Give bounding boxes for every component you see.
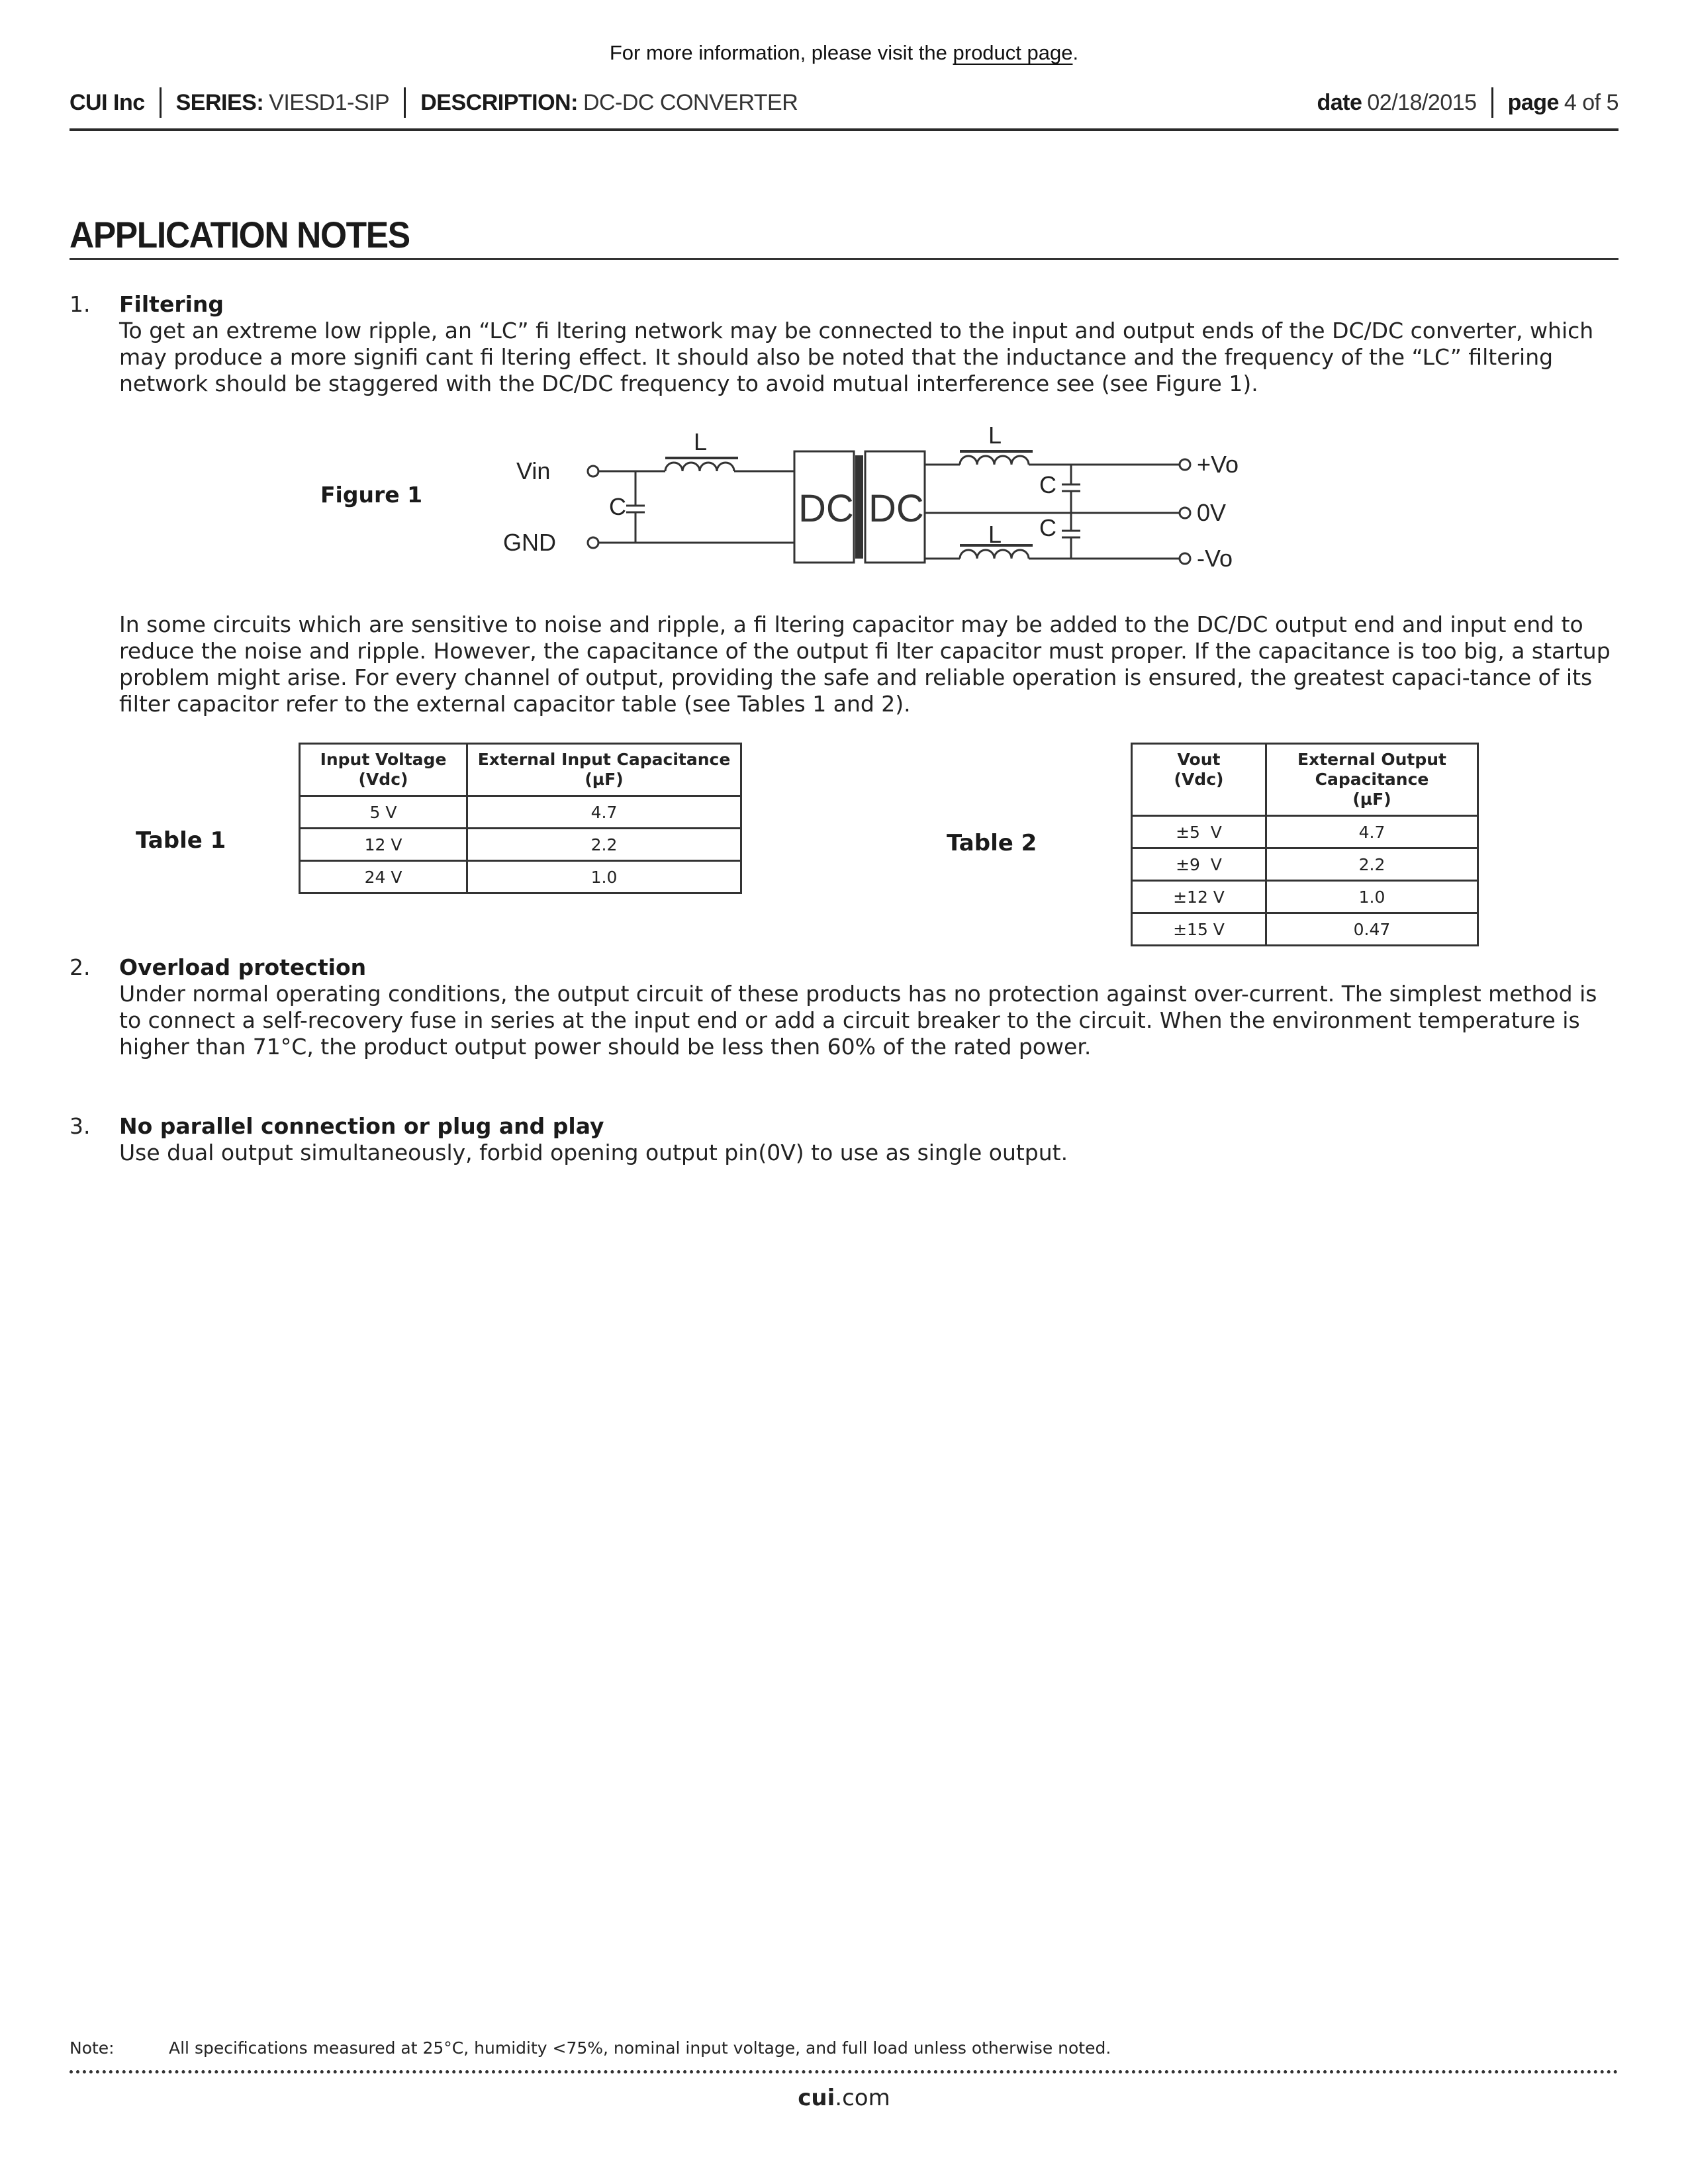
vin-label: Vin: [516, 457, 551, 484]
no-parallel-paragraph: Use dual output simultaneously, forbid opening output pin(0V) to use as single output.: [119, 1140, 1068, 1165]
header-divider: [1491, 87, 1493, 118]
header-line: Capacitance: [1315, 770, 1429, 789]
header-line: (µF): [585, 770, 624, 789]
table-2-header-vout: [1132, 744, 1266, 816]
svg-text:0V: 0V: [1197, 499, 1227, 526]
more-info-banner: [0, 41, 1688, 65]
vin-terminal-icon: [588, 466, 598, 477]
table-cell: 0.47: [1266, 913, 1478, 946]
table-cell: 2.2: [1266, 848, 1478, 881]
item-number: 3.: [70, 1113, 91, 1139]
series-value: VIESD1-SIP: [269, 89, 390, 115]
header-line: External Input Capacitance: [477, 750, 731, 769]
svg-text:-Vo: -Vo: [1197, 545, 1233, 572]
svg-text:C: C: [1039, 471, 1056, 498]
header-line: (Vdc): [358, 770, 408, 789]
header-line: (Vdc): [1174, 770, 1224, 789]
table-1-header-capacitance: [467, 744, 741, 796]
item-title-filtering: Filtering: [119, 291, 224, 317]
footer-dotted-rule: [70, 2070, 1618, 2073]
item-title-no-parallel: No parallel connection or plug and play: [119, 1113, 604, 1139]
table-1-label: Table 1: [136, 827, 226, 854]
svg-text:L: L: [988, 521, 1002, 548]
table-cell: ±9 V: [1132, 848, 1266, 881]
date-label: date: [1317, 89, 1362, 115]
table-cell: 24 V: [300, 861, 467, 893]
table-row: [1132, 848, 1478, 881]
overload-paragraph: Under normal operating conditions, the output circuit of these products has no protection against over-current. The simplest method is to connect a self-recovery fuse in series at the input end or add a circuit breaker to the circuit. When the environment temperature is higher than 71°C, the product output power should be less then 60% of the rated power.: [119, 981, 1597, 1060]
table-cell: 4.7: [1266, 816, 1478, 848]
gnd-terminal-icon: [588, 537, 598, 548]
table-cell: 4.7: [467, 796, 741, 829]
table-row: [300, 796, 741, 829]
output-capacitance-table: [1131, 743, 1479, 946]
table-row: [300, 861, 741, 893]
header-line: (µF): [1352, 790, 1391, 809]
figure-label: Figure 1: [320, 482, 423, 508]
note-text: All specifications measured at 25°C, humidity <75%, nominal input voltage, and full load unless otherwise noted.: [169, 2038, 1111, 2058]
table-row: [1132, 913, 1478, 946]
header-line: Vout: [1177, 750, 1221, 769]
header-divider: [160, 87, 162, 118]
date-value: 02/18/2015: [1367, 89, 1477, 115]
page-number: 4 of 5: [1564, 89, 1618, 115]
table-cell: 2.2: [467, 829, 741, 861]
header-line: Input Voltage: [320, 750, 447, 769]
product-page-link[interactable]: product page: [953, 41, 1073, 64]
svg-text:L: L: [988, 422, 1002, 449]
filtering-paragraph-1: To get an extreme low ripple, an “LC” fi ltering network may be connected to the input and output ends of the DC/DC converter, which may produce a more signifi cant fi ltering effect. It should also be noted that the inductance and the frequency of the “LC” filtering network should be staggered with the DC/DC frequency to avoid mutual interference see (see Figure 1).: [119, 318, 1594, 396]
table-row: [1132, 816, 1478, 848]
item-number: 1.: [70, 291, 91, 317]
company-name: CUI Inc: [70, 89, 145, 115]
table-cell: ±5 V: [1132, 816, 1266, 848]
table-2-header-capacitance: [1266, 744, 1478, 816]
table-cell: 1.0: [467, 861, 741, 893]
filtering-paragraph-2: In some circuits which are sensitive to noise and ripple, a fi ltering capacitor may be added to the DC/DC output end and input end to reduce the noise and ripple. However, the capacitance of the output fi lter capacitor must proper. If the capacitance is too big, a startup problem might arise. For every channel of output, providing the safe and reliable operation is ensured, the greatest capaci-tance of its filter capacitor refer to the external capacitor table (see Tables 1 and 2).: [119, 612, 1611, 717]
table-row: [1132, 881, 1478, 913]
table-cell: ±15 V: [1132, 913, 1266, 946]
header-left: [70, 87, 798, 118]
item-number: 2.: [70, 954, 91, 980]
description-value: DC-DC CONVERTER: [583, 89, 798, 115]
table-row: [300, 829, 741, 861]
table-1-header-voltage: [300, 744, 467, 796]
table-cell: ±12 V: [1132, 881, 1266, 913]
header-rule: [70, 128, 1618, 131]
note-label: Note:: [70, 2038, 115, 2058]
footer-site: [0, 2085, 1688, 2111]
document-header: [70, 86, 1618, 119]
header-right: [1317, 87, 1618, 118]
description-label: DESCRIPTION:: [420, 89, 578, 115]
table-2-label: Table 2: [947, 830, 1037, 856]
svg-text:C: C: [1039, 514, 1056, 541]
svg-text:DC: DC: [798, 487, 854, 530]
svg-text:C: C: [609, 493, 626, 520]
site-rest: .com: [835, 2085, 890, 2111]
section-rule: [70, 258, 1618, 260]
lc-filter-schematic: [503, 417, 1244, 576]
header-divider: [404, 87, 406, 118]
header-line: External Output: [1297, 750, 1447, 769]
more-info-text: For more information, please visit the: [609, 41, 947, 64]
more-info-suffix: .: [1072, 41, 1079, 64]
footer-note: [70, 2038, 1111, 2058]
svg-text:DC: DC: [868, 487, 924, 530]
site-bold: cui: [798, 2085, 835, 2111]
page-label: page: [1507, 89, 1559, 115]
gnd-label: GND: [503, 529, 556, 556]
table-cell: 5 V: [300, 796, 467, 829]
item-title-overload: Overload protection: [119, 954, 367, 980]
series-label: SERIES:: [175, 89, 264, 115]
svg-text:L: L: [694, 428, 708, 455]
input-capacitance-table: [299, 743, 742, 894]
section-title: APPLICATION NOTES: [70, 214, 410, 255]
table-cell: 1.0: [1266, 881, 1478, 913]
svg-text:+Vo: +Vo: [1197, 451, 1239, 478]
table-cell: 12 V: [300, 829, 467, 861]
